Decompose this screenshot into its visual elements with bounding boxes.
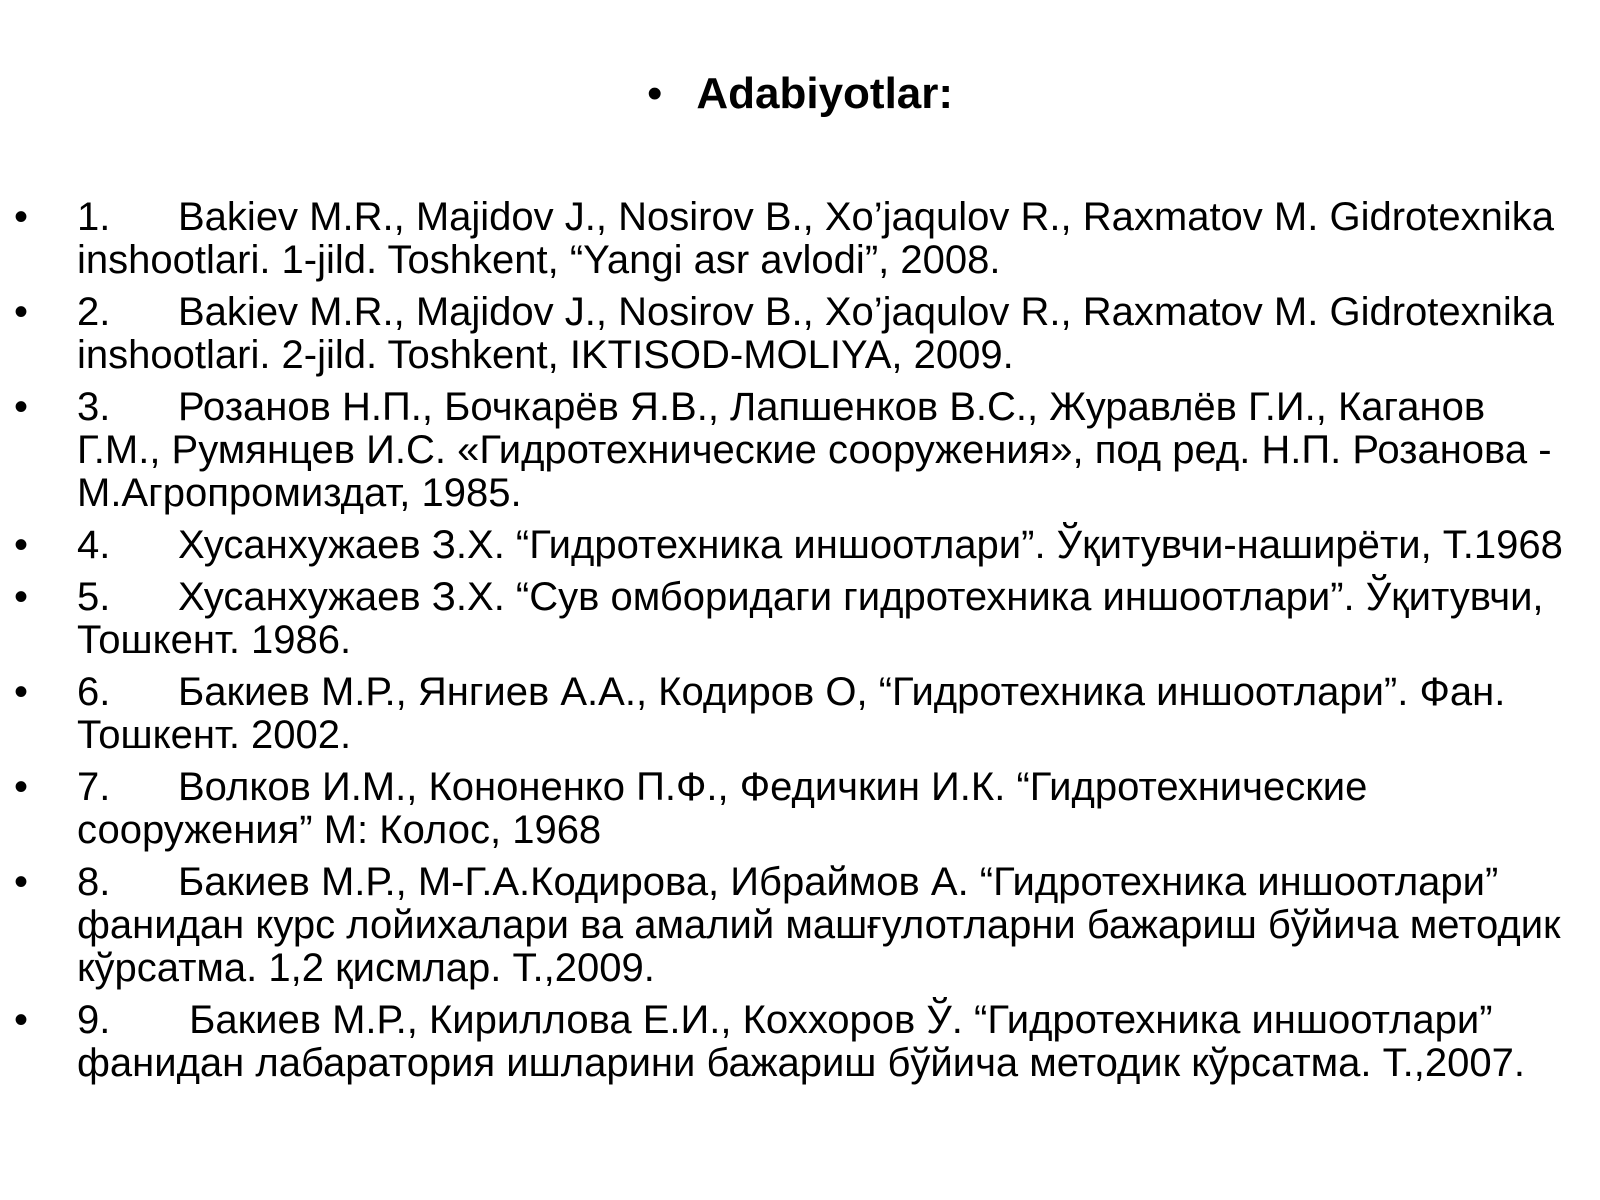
reference-number: 8. (77, 860, 111, 904)
reference-item (0, 386, 1600, 515)
reference-item (0, 671, 1600, 757)
reference-number: 5. (77, 575, 111, 619)
reference-number: 6. (77, 670, 111, 714)
reference-item (0, 766, 1600, 852)
reference-number: 2. (77, 290, 111, 334)
reference-text: Хусанхужаев З.Х. “Сув омборидаги гидротехника иншоотлари”. Ўқитувчи, Тошкент. 1986. (77, 575, 1555, 662)
reference-number: 9. (77, 998, 111, 1042)
reference-text: Бакиев М.Р., Янгиев А.А., Кодиров О, “Гидротехника иншоотлари”. Фан. Тошкент. 2002. (77, 670, 1517, 757)
reference-bullet: • (14, 860, 29, 904)
reference-item (0, 291, 1600, 377)
title-text: Adabiyotlar: (696, 69, 954, 118)
reference-bullet: • (14, 670, 29, 714)
slide-title (0, 66, 1600, 122)
reference-list (0, 196, 1600, 1094)
reference-text: Розанов Н.П., Бочкарёв Я.В., Лапшенков В.С., Журавлёв Г.И., Каганов Г.М., Румянцев И.С. «Гидротехнические сооружения», под ред. Н.П. Розанова - М.Агропромиздат, 1985. (77, 385, 1563, 515)
reference-text: Бакиев М.Р., Кириллова Е.И., Коххоров Ў. “Гидротехника иншоотлари” фанидан лабаратория ишларини бажариш бўйича методик кўрсатма. Т.,2007. (77, 998, 1525, 1085)
reference-bullet: • (14, 575, 29, 619)
reference-bullet: • (14, 523, 29, 567)
reference-bullet: • (14, 998, 29, 1042)
reference-item (0, 196, 1600, 282)
reference-text: Bakiev M.R., Majidov J., Nosirov B., Xo’jaqulov R., Raxmatov M. Gidrotexnika inshootlari. 2-jild. Toshkent, IKTISOD-MOLIYA, 2009. (77, 290, 1566, 377)
reference-bullet: • (14, 195, 29, 239)
reference-text: Бакиев М.Р., М-Г.А.Кодирова, Ибраймов А. “Гидротехника иншоотлари” фанидан курс лойихалари ва амалий машғулотларни бажариш бўйича методик кўрсатма. 1,2 қисмлар. Т.,2009. (77, 860, 1572, 990)
reference-number: 1. (77, 195, 111, 239)
reference-bullet: • (14, 290, 29, 334)
reference-item (0, 861, 1600, 990)
reference-bullet: • (14, 385, 29, 429)
reference-number: 3. (77, 385, 111, 429)
reference-number: 4. (77, 523, 111, 567)
reference-text: Bakiev M.R., Majidov J., Nosirov B., Xo’jaqulov R., Raxmatov M. Gidrotexnika inshootlari. 1-jild. Toshkent, “Yangi asr avlodi”, 2008. (77, 195, 1566, 282)
reference-item (0, 576, 1600, 662)
reference-text: Хусанхужаев З.Х. “Гидротехника иншоотлари”. Ўқитувчи-наширёти, Т.1968 (178, 523, 1563, 567)
reference-item (0, 524, 1600, 567)
reference-number: 7. (77, 765, 111, 809)
title-bullet: • (646, 69, 663, 118)
reference-bullet: • (14, 765, 29, 809)
reference-text: Волков И.М., Кононенко П.Ф., Федичкин И.К. “Гидротехнические сооружения” М: Колос, 1968 (77, 765, 1379, 852)
reference-item (0, 999, 1600, 1085)
